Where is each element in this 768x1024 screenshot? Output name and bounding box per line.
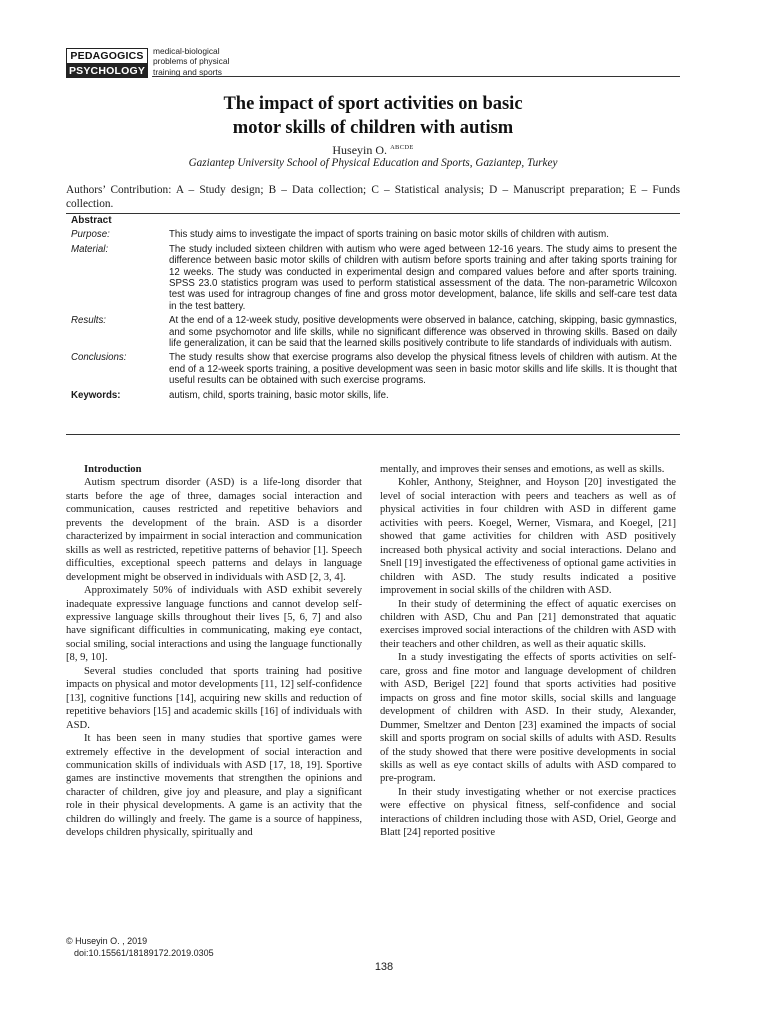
header-rule — [152, 76, 680, 77]
affiliation: Gaziantep University School of Physical Education and Sports, Gaziantep, Turkey — [188, 157, 558, 169]
abstract-label: Conclusions: — [71, 352, 127, 364]
body-paragraph-continued: mentally, and improves their senses and emotions, as well as skills. — [380, 464, 665, 475]
abstract-block — [71, 215, 677, 404]
journal-subtitle-line: training and sports — [153, 66, 222, 77]
article-title-line2: motor skills of children with autism — [232, 118, 514, 138]
abstract-row-material — [71, 244, 677, 312]
abstract-heading: Abstract — [71, 215, 112, 226]
author-name: Huseyin O. — [332, 143, 388, 157]
abstract-bottom-rule — [66, 434, 680, 435]
journal-logo-line2: PSYCHOLOGY — [66, 64, 148, 78]
journal-subtitle-line: problems of physical — [153, 56, 230, 67]
article-title-line1: The impact of sport activities on basic — [223, 94, 523, 114]
left-column — [66, 463, 362, 840]
body-paragraph: In their study of determining the effect of aquatic exercises on children with ASD, Chu and Pan [21] demonstrated that aquatic exercises improved social interactions of the children with ASD with their teachers and other children, as well as their aquatic skills. — [380, 598, 676, 650]
abstract-row-conclusions — [71, 352, 677, 386]
body-paragraph: Autism spectrum disorder (ASD) is a life-long disorder that starts before the age of three, damages social interaction and communication, causes restricted and repetitive behaviors and prevents the development of the brain. ASD is a disorder characterized by impairment in social interaction and communication skills as well as restricted, repetitive patterns of behavior [1]. Speech difficulties, exceptional speech patterns and delays in language development might be observed in individuals with ASD [2, 3, 4]. — [66, 477, 362, 583]
body-paragraph: In their study investigating whether or not exercise practices were effective on physical fitness, self-confidence and social interactions of children including those with ASD, Oriel, George and Blatt [24] reported positive — [380, 786, 676, 839]
abstract-text: This study aims to investigate the impact of sports training on basic motor skills of children with autism. — [169, 229, 609, 241]
article-title — [66, 92, 680, 140]
journal-logo-line1: PEDAGOGICS — [66, 48, 148, 64]
journal-subtitle-line: medical-biological — [153, 46, 220, 56]
abstract-row-purpose — [71, 229, 677, 240]
right-column — [380, 463, 676, 840]
abstract-top-rule — [66, 213, 680, 214]
author-contribution-codes: ABCDE — [390, 144, 414, 151]
abstract-text: At the end of a 12-week study, positive developments were observed in balance, catching, skipping, basic gymnastics, and some psychomotor and life skills, while no significant difference was observed in throwing skills. Based on daily life generalization, it can be said that the learned skills positively contribute to life standards of individuals with autism. — [169, 315, 677, 350]
abstract-row-results — [71, 315, 677, 349]
abstract-row-keywords — [71, 390, 677, 401]
abstract-label: Results: — [71, 315, 106, 327]
section-heading-introduction: Introduction — [84, 464, 142, 475]
body-paragraph: Kohler, Anthony, Steighner, and Hoyson [20] investigated the level of social interaction with peers and teachers as well as of physical activities in four children with ASD in different game activities with peers. Koegel, Werner, Vismara, and Koegel, [21] showed that game activities for children with ASD positively increased both physical activity and social interactions. Delano and Snell [19] investigated the effectiveness of optional game activities in children with ASD. The study results indicated a positive improvement in social skills of the children with ASD. — [380, 477, 676, 597]
keywords-text: autism, child, sports training, basic motor skills, life. — [169, 389, 389, 401]
copyright: © Huseyin O. , 2019 — [66, 936, 148, 946]
journal-subtitle — [153, 46, 229, 77]
abstract-text: The study results show that exercise programs also develop the physical fitness levels of children with autism. At the end of a 12-week sports training, a positive development was seen in basic motor skills and life skills. It is thought that useful results can be obtained with such exercise programs. — [169, 352, 677, 387]
abstract-text: The study included sixteen children with autism who were aged between 12-16 years. The study aims to present the difference between basic motor skills of children with autism before sports training and after taking sports training for 12 weeks. The study was conducted in experimental design and compared values before and after sports training. SPSS 23.0 statistics program was used to perform statistical assessment of the data. The non-parametric Wilcoxon test was used for intragroup changes of fine and gross motor development, balance, life skills and self-care test data in the test battery. — [169, 243, 677, 312]
journal-logo — [66, 48, 148, 78]
keywords-label: Keywords: — [71, 389, 121, 401]
body-paragraph: Approximately 50% of individuals with ASD exhibit severely inadequate expressive language functions and cannot develop self-expressive language skills throughout their lives [5, 6, 7] and also have significant difficulties in communicating, making eye contact, social smiling, social interactions and using the language functionally [8, 9, 10]. — [66, 585, 362, 664]
doi-link[interactable]: doi:10.15561/18189172.2019.0305 — [74, 948, 214, 958]
abstract-label: Material: — [71, 243, 109, 255]
body-paragraph: Several studies concluded that sports training had positive impacts on physical and motor developments [11, 12] self-confidence [13], cognitive functions [14], acquiring new skills and reduction of repetitive behaviors [15] and academic skills [16] of individuals with ASD. — [66, 665, 362, 731]
page-number: 138 — [374, 961, 394, 973]
body-paragraph: In a study investigating the effects of sports activities on self-care, gross and fine motor and language development of children with ASD, Berigel [22] found that sports activities had positive impacts on gross and fine motor skills, social skills and language development of children with ASD. In their study, Alexander, Dummer, Smeltzer and Denton [23] examined the impacts of social skill and sports program on social skills of adults with ASD. Results of the study showed that there were positive developments in social skills as well as eye contact skills of adults with ASD compared to pre-program. — [380, 652, 676, 785]
author-line — [66, 141, 680, 157]
abstract-label: Purpose: — [71, 229, 110, 241]
authors-contribution: Authors’ Contribution: A – Study design; B – Data collection; C – Statistical analysis; D – Manuscript preparation; E – Funds collection. — [66, 184, 680, 210]
body-paragraph: It has been seen in many studies that sportive games were extremely effective in the development of social interaction and communication skills of individuals with ASD [17, 18, 19]. Sportive games are instinctive movements that strengthen the opinions and character of children, give joy and pleasure, and play a significant role in their physical developments. A game is an activity that the children do willingly and freely. The game is a source of happiness, develops children physically, spiritually and — [66, 733, 362, 839]
